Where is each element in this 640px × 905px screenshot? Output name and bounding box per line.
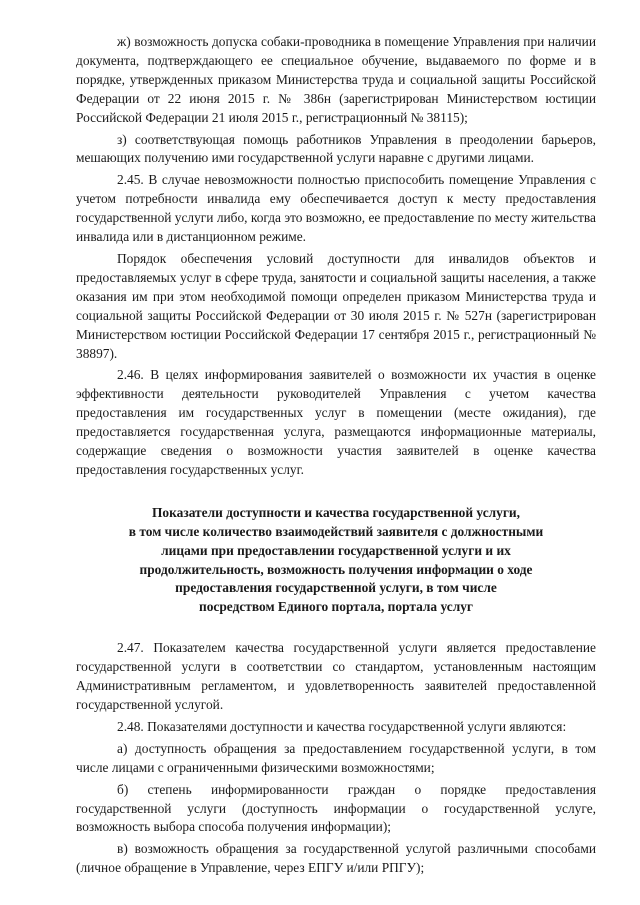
heading-line: посредством Единого портала, портала услуг (199, 599, 473, 615)
paragraph-2-48: 2.48. Показателями доступности и качества государственной услуги являются: (117, 718, 567, 734)
paragraph-zh: ж) возможность допуска собаки-проводника в помещение Управления при наличии документа, подтверждающего ее специальное обучение, выдаваемого по форме и в порядке, утвержденных приказом Министерства труда и социальной защиты Российской Федерации от 22 июня 2015 г. № 386н (зарегистрирован Министерством юстиции Российской Федерации 21 июля 2015 г., регистрационный № 38115); (76, 34, 596, 125)
paragraph-b: б) степень информированности граждан о порядке предоставления государственной услуги (доступность информации о государственной услуге, возможность выбора способа получения информации); (76, 781, 596, 835)
paragraph-accessibility-order: Порядок обеспечения условий доступности для инвалидов объектов и предоставляемых услуг в сфере труда, занятости и социальной защиты населения, а также оказания им при этом необходимой помощи определен приказом Министерства труда и социальной защиты Российской Федерации от 30 июля 2015 г. № 527н (зарегистрирован Министерством юстиции Российской Федерации 17 сентября 2015 г., регистрационный № 38897). (76, 250, 596, 361)
paragraph-z: з) соответствующая помощь работников Управления в преодолении барьеров, мешающих получению ими государственной услуги наравне с другими лицами. (76, 131, 596, 166)
paragraph-2-46: 2.46. В целях информирования заявителей о возможности их участия в оценке эффективности деятельности руководителей Управления с учетом качества предоставления им государственных услуг в помещении (месте ожидания), где предоставляется государственная услуга, размещаются информационные материалы, содержащие сведения о возможности участия заявителей в оценке качества предоставления государственных услуг. (76, 367, 596, 477)
paragraph-a: а) доступность обращения за предоставлением государственной услуги, в том числе лицами с ограниченными физическими возможностями; (76, 740, 596, 775)
paragraph-2-47: 2.47. Показателем качества государственной услуги является предоставление государственной услуги в соответствии со стандартом, установленным настоящим Административным регламентом, и удовлетворенность заявителей предоставленной государственной услугой. (76, 640, 596, 712)
paragraph-v: в) возможность обращения за государственной услугой различными способами (личное обращение в Управление, через ЕПГУ и/или РПГУ); (76, 841, 596, 876)
section-heading (76, 504, 596, 617)
heading-line: лицами при предоставлении государственной услуги и их (161, 542, 511, 558)
document-body (76, 33, 596, 881)
heading-line: предоставления государственной услуги, в том числе (175, 580, 497, 596)
heading-line: Показатели доступности и качества государственной услуги, (152, 504, 520, 520)
paragraph-2-45: 2.45. В случае невозможности полностью приспособить помещение Управления с учетом потребности инвалида ему обеспечивается доступ к месту предоставления государственной услуги либо, когда это возможно, ее предоставление по месту жительства инвалида или в дистанционном режиме. (76, 172, 596, 245)
heading-line: в том числе количество взаимодействий заявителя с должностными (128, 523, 544, 539)
heading-line: продолжительность, возможность получения информации о ходе (139, 561, 533, 577)
